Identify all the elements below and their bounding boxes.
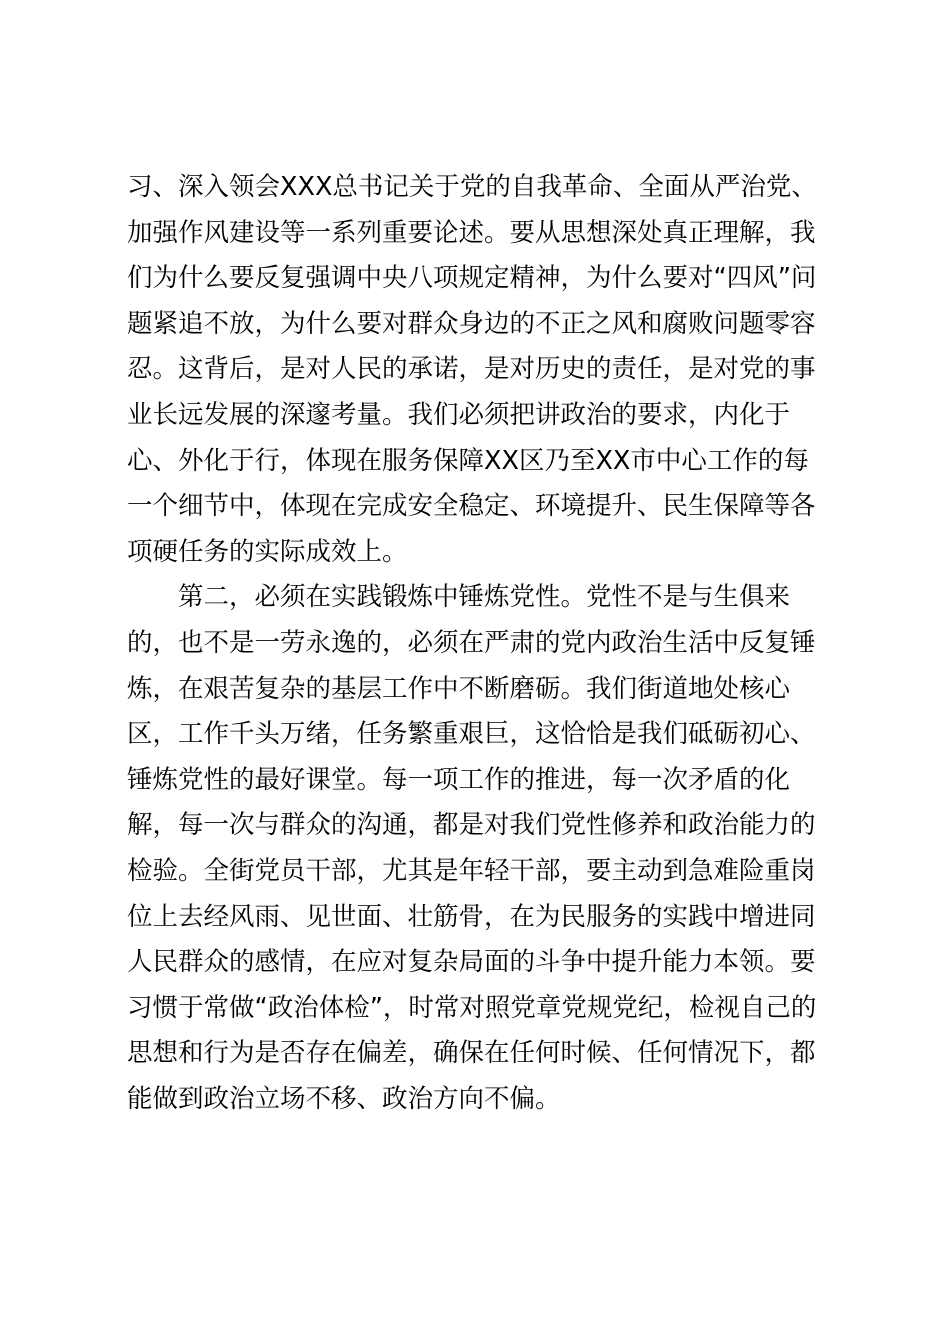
text-line: 心、外化于行，体现在服务保障XX区乃至XX市中心工作的每 bbox=[127, 445, 809, 476]
text-line: 人民群众的感情，在应对复杂局面的斗争中提升能力本领。要 bbox=[127, 947, 816, 978]
text-line: 项硬任务的实际成效上。 bbox=[127, 536, 408, 567]
text-line: 的，也不是一劳永逸的，必须在严肃的党内政治生活中反复锤 bbox=[127, 627, 816, 658]
text-line: 们为什么要反复强调中央八项规定精神，为什么要对“四风”问 bbox=[127, 263, 817, 294]
text-line: 区，工作千头万绪，任务繁重艰巨，这恰恰是我们砥砺初心、 bbox=[127, 719, 816, 750]
text-line: 忍。这背后，是对人民的承诺，是对历史的责任，是对党的事 bbox=[127, 354, 816, 385]
text-line: 锤炼党性的最好课堂。每一项工作的推进，每一次矛盾的化 bbox=[127, 764, 791, 795]
text-line: 题紧追不放，为什么要对群众身边的不正之风和腐败问题零容 bbox=[127, 308, 816, 339]
text-line: 一个细节中，体现在完成安全稳定、环境提升、民生保障等各 bbox=[127, 491, 816, 522]
text-line: 能做到政治立场不移、政治方向不偏。 bbox=[127, 1083, 561, 1114]
text-line: 解，每一次与群众的沟通，都是对我们党性修养和政治能力的 bbox=[127, 810, 816, 841]
text-line: 习惯于常做“政治体检”，时常对照党章党规党纪，检视自己的 bbox=[127, 992, 817, 1023]
text-line: 业长远发展的深邃考量。我们必须把讲政治的要求，内化于 bbox=[127, 399, 791, 430]
text-line: 习、深入领会XXX总书记关于党的自我革命、全面从严治党、 bbox=[127, 172, 817, 202]
paragraph-2 bbox=[127, 575, 847, 1122]
text-line: 炼，在艰苦复杂的基层工作中不断磨砺。我们街道地处核心 bbox=[127, 673, 791, 704]
body-text bbox=[127, 165, 847, 1122]
text-line: 检验。全街党员干部，尤其是年轻干部，要主动到急难险重岗 bbox=[127, 855, 816, 886]
text-line: 加强作风建设等一系列重要论述。要从思想深处真正理解，我 bbox=[127, 217, 816, 248]
text-line: 思想和行为是否存在偏差，确保在任何时候、任何情况下，都 bbox=[127, 1038, 816, 1069]
paragraph-1 bbox=[127, 165, 847, 575]
text-line: 位上去经风雨、见世面、壮筋骨，在为民服务的实践中增进同 bbox=[127, 901, 816, 932]
text-line: 第二，必须在实践锻炼中锤炼党性。党性不是与生俱来 bbox=[178, 582, 791, 613]
